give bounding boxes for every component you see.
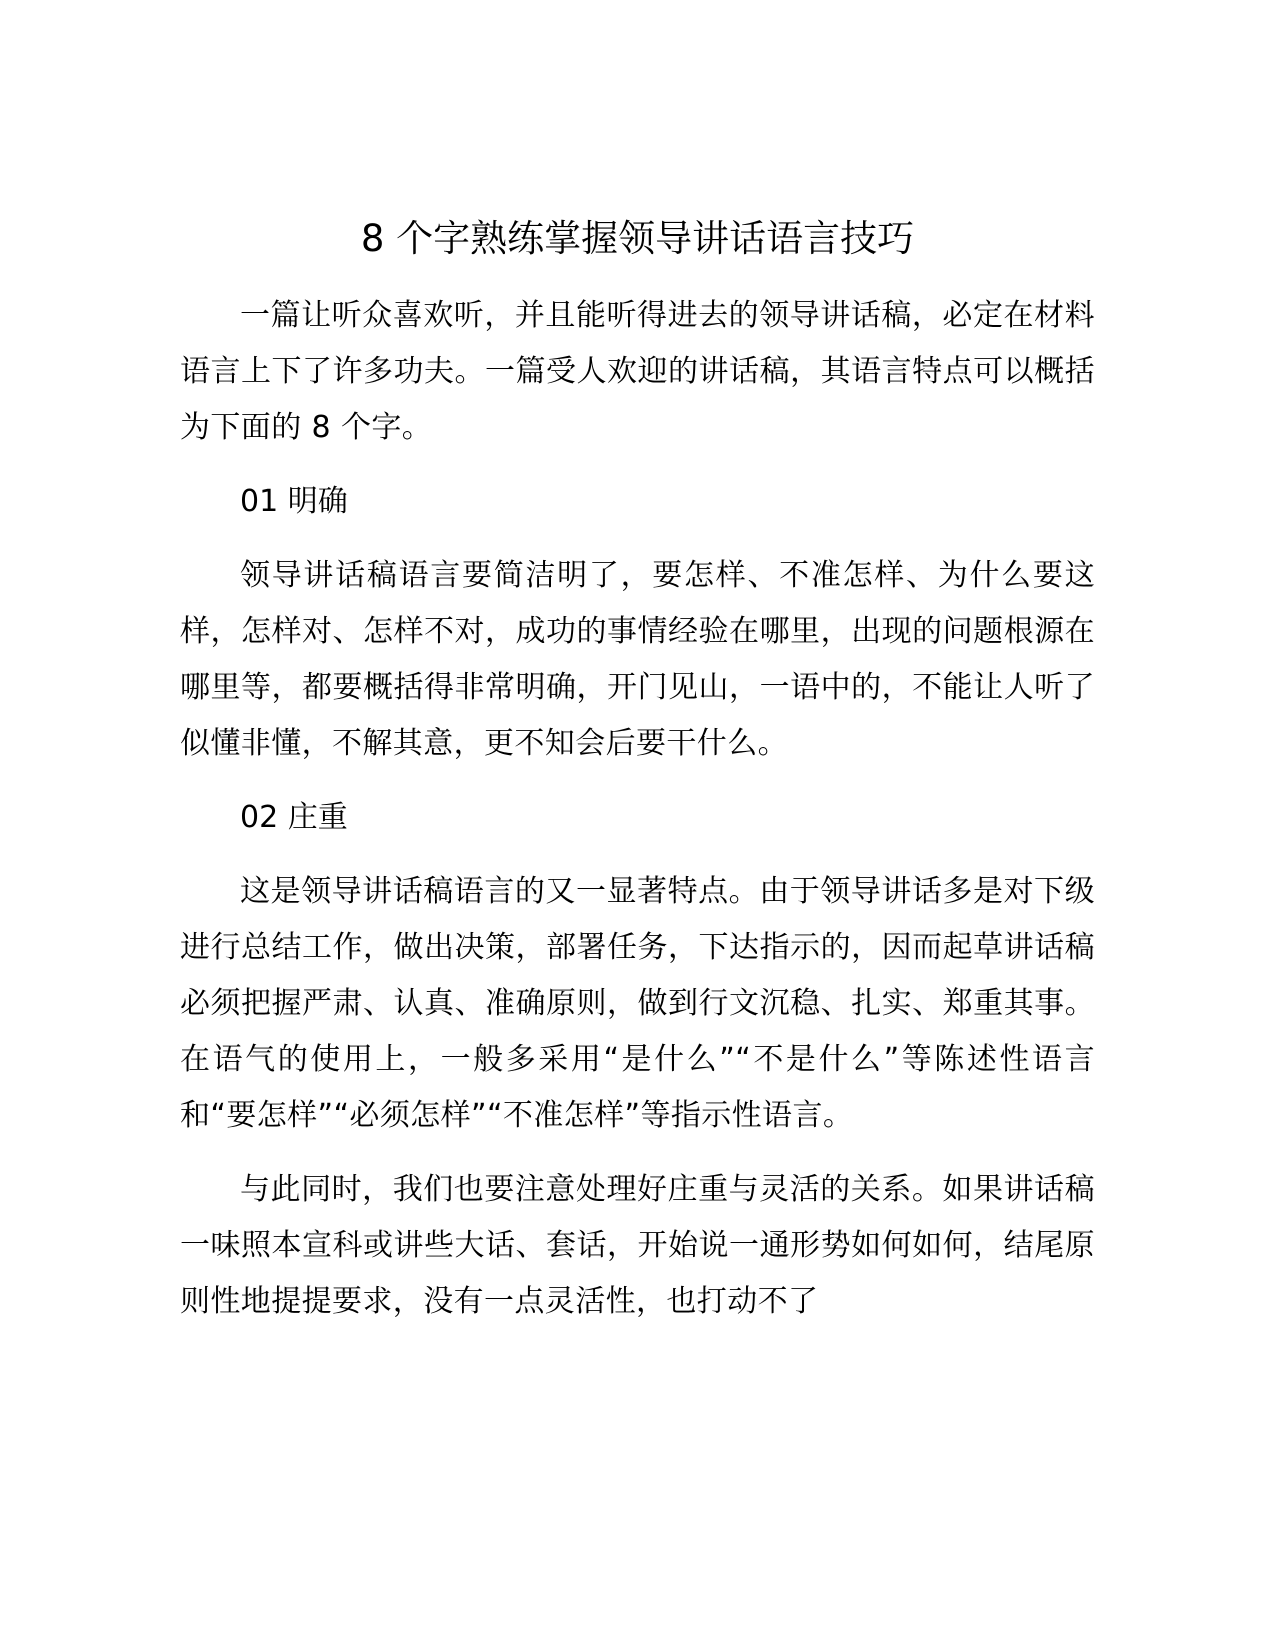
- document-body: [180, 288, 1095, 1348]
- section-paragraph: 与此同时，我们也要注意处理好庄重与灵活的关系。如果讲话稿一味照本宣科或讲些大话、套话，开始说一通形势如何如何，结尾原则性地提提要求，没有一点灵活性，也打动不了: [180, 1172, 1095, 1319]
- section-heading: 01 明确: [240, 484, 348, 519]
- section-solemnity: [180, 790, 1095, 1330]
- document-title: 8 个字熟练掌握领导讲话语言技巧: [360, 217, 915, 260]
- section-paragraph: 这是领导讲话稿语言的又一显著特点。由于领导讲话多是对下级进行总结工作，做出决策，部署任务，下达指示的，因而起草讲话稿必须把握严肃、认真、准确原则，做到行文沉稳、扎实、郑重其事。在语气的使用上，一般多采用“是什么”“不是什么”等陈述性语言和“要怎样”“必须怎样”“不准怎样”等指示性语言。: [180, 874, 1095, 1133]
- intro-paragraph: 一篇让听众喜欢听，并且能听得进去的领导讲话稿，必定在材料语言上下了许多功夫。一篇受人欢迎的讲话稿，其语言特点可以概括为下面的 8 个字。: [180, 298, 1095, 445]
- section-clarity: [180, 474, 1095, 772]
- section-heading: 02 庄重: [240, 800, 348, 835]
- section-paragraph: 领导讲话稿语言要简洁明了，要怎样、不准怎样、为什么要这样，怎样对、怎样不对，成功的事情经验在哪里，出现的问题根源在哪里等，都要概括得非常明确，开门见山，一语中的，不能让人听了似懂非懂，不解其意，更不知会后要干什么。: [180, 558, 1095, 761]
